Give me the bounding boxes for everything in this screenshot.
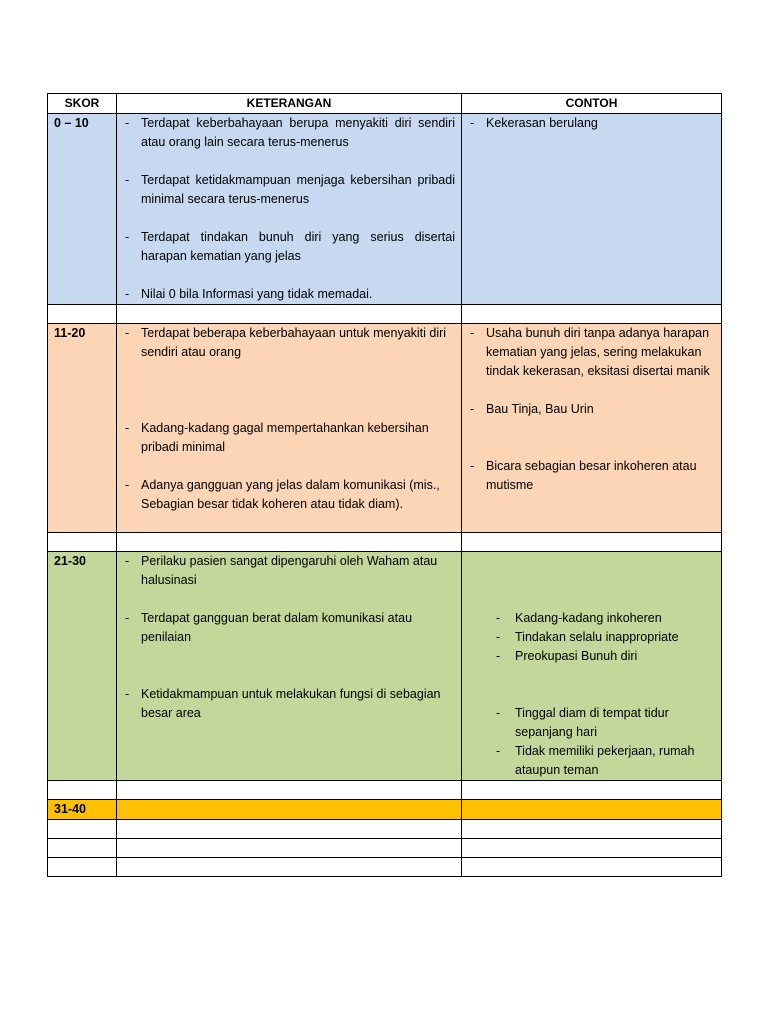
list-item: - Terdapat tindakan bunuh diri yang serius disertai harapan kematian yang jelas bbox=[123, 228, 455, 266]
list-item: - Terdapat ketidakmampuan menjaga kebersihan pribadi minimal secara terus-menerus bbox=[123, 171, 455, 209]
keterangan-cell bbox=[117, 324, 462, 533]
keterangan-cell bbox=[117, 800, 462, 820]
keterangan-list bbox=[123, 114, 455, 304]
list-item: - Kadang-kadang gagal mempertahankan kebersihan pribadi minimal bbox=[123, 419, 455, 457]
list-item: - Tinggal diam di tempat tidur sepanjang hari bbox=[468, 704, 715, 742]
contoh-cell bbox=[462, 552, 722, 781]
empty-row bbox=[48, 858, 722, 877]
spacer-row bbox=[48, 305, 722, 324]
list-item: - Ketidakmampuan untuk melakukan fungsi di sebagian besar area bbox=[123, 685, 455, 723]
list-item: - Preokupasi Bunuh diri bbox=[468, 647, 715, 666]
contoh-list bbox=[468, 324, 715, 495]
skor-cell: 0 – 10 bbox=[48, 114, 117, 305]
score-table bbox=[47, 93, 722, 877]
list-item: - Usaha bunuh diri tanpa adanya harapan kematian yang jelas, sering melakukan tindak kekerasan, eksitasi disertai manik bbox=[468, 324, 715, 381]
keterangan-cell bbox=[117, 552, 462, 781]
keterangan-cell bbox=[117, 114, 462, 305]
list-item: - Tidak memiliki pekerjaan, rumah ataupun teman bbox=[468, 742, 715, 780]
spacer-row bbox=[48, 533, 722, 552]
contoh-list bbox=[468, 114, 715, 133]
list-item: - Kekerasan berulang bbox=[468, 114, 715, 133]
contoh-cell bbox=[462, 114, 722, 305]
skor-cell: 11-20 bbox=[48, 324, 117, 533]
contoh-cell bbox=[462, 800, 722, 820]
keterangan-list bbox=[123, 552, 455, 723]
table-row-31-40 bbox=[48, 800, 722, 820]
empty-row bbox=[48, 839, 722, 858]
list-item: - Bau Tinja, Bau Urin bbox=[468, 400, 715, 419]
list-item: - Kadang-kadang inkoheren bbox=[468, 609, 715, 628]
list-item: - Nilai 0 bila Informasi yang tidak memadai. bbox=[123, 285, 455, 304]
keterangan-list bbox=[123, 324, 455, 514]
spacer-row bbox=[48, 781, 722, 800]
list-item: - Tindakan selalu inappropriate bbox=[468, 628, 715, 647]
skor-cell: 21-30 bbox=[48, 552, 117, 781]
list-item: - Adanya gangguan yang jelas dalam komunikasi (mis., Sebagian besar tidak koheren atau tidak diam). bbox=[123, 476, 455, 514]
skor-cell: 31-40 bbox=[48, 800, 117, 820]
header-contoh: CONTOH bbox=[462, 94, 722, 114]
list-item: - Terdapat keberbahayaan berupa menyakiti diri sendiri atau orang lain secara terus-menerus bbox=[123, 114, 455, 152]
list-item: - Bicara sebagian besar inkoheren atau mutisme bbox=[468, 457, 715, 495]
table-row-0-10 bbox=[48, 114, 722, 305]
table-row-21-30 bbox=[48, 552, 722, 781]
contoh-cell bbox=[462, 324, 722, 533]
list-item: - Terdapat gangguan berat dalam komunikasi atau penilaian bbox=[123, 609, 455, 647]
contoh-list bbox=[468, 609, 715, 780]
header-row bbox=[48, 94, 722, 114]
empty-row bbox=[48, 820, 722, 839]
header-keterangan: KETERANGAN bbox=[117, 94, 462, 114]
table-row-11-20 bbox=[48, 324, 722, 533]
header-skor: SKOR bbox=[48, 94, 117, 114]
list-item: - Terdapat beberapa keberbahayaan untuk menyakiti diri sendiri atau orang bbox=[123, 324, 455, 362]
list-item: - Perilaku pasien sangat dipengaruhi oleh Waham atau halusinasi bbox=[123, 552, 455, 590]
